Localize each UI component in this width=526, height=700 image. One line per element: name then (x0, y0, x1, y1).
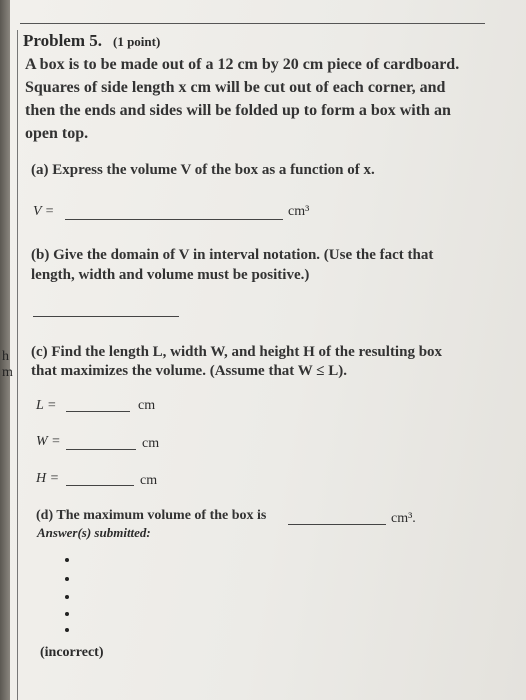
statement-line-2: Squares of side length x cm will be cut out of each corner, and (25, 79, 446, 96)
problem-points: (1 point) (113, 34, 161, 49)
part-d-question: (d) The maximum volume of the box is (36, 508, 267, 523)
part-a-answer-field[interactable] (65, 219, 283, 220)
statement-line-1: A box is to be made out of a 12 cm by 20 cm piece of cardboard. (25, 56, 460, 73)
margin-mark-h: h (2, 349, 9, 364)
part-c-height-unit: cm (140, 473, 158, 488)
part-c-question-line-1: (c) Find the length L, width W, and height H of the resulting box (31, 344, 443, 360)
part-b-question-line-2: length, width and volume must be positive.) (31, 267, 310, 283)
top-rule (20, 23, 485, 24)
height-answer-field[interactable] (66, 485, 134, 486)
submitted-bullet (65, 628, 69, 632)
submitted-bullet (65, 577, 69, 581)
part-b-answer-field[interactable] (33, 316, 179, 317)
part-c-question-line-2: that maximizes the volume. (Assume that W ≤ L). (31, 363, 347, 379)
part-c-width-label: W = (36, 434, 61, 449)
answers-submitted-label: Answer(s) submitted: (37, 525, 151, 540)
part-a-unit: cm³ (288, 204, 310, 219)
statement-line-3: then the ends and sides will be folded up to form a box with an (25, 102, 451, 119)
part-a-question: (a) Express the volume V of the box as a function of x. (31, 162, 375, 178)
width-answer-field[interactable] (66, 449, 136, 450)
submitted-bullet (65, 612, 69, 616)
part-c-length-label: L = (36, 398, 57, 413)
margin-rule (17, 30, 18, 330)
submitted-bullet (65, 595, 69, 599)
length-answer-field[interactable] (66, 411, 130, 412)
part-c-length-unit: cm (138, 398, 156, 413)
problem-title: Problem 5. (23, 31, 103, 50)
margin-rule-lower (17, 330, 18, 700)
incorrect-status: (incorrect) (40, 645, 104, 660)
part-d-unit: cm³. (391, 511, 416, 526)
margin-mark-m: m (2, 365, 13, 380)
statement-line-4: open top. (25, 125, 89, 142)
part-c-width-unit: cm (142, 436, 160, 451)
part-d-answer-field[interactable] (288, 524, 386, 525)
part-c-height-label: H = (36, 471, 60, 486)
part-a-label: V = (33, 204, 55, 219)
submitted-bullet (65, 558, 69, 562)
part-b-question-line-1: (b) Give the domain of V in interval notation. (Use the fact that (31, 247, 434, 263)
